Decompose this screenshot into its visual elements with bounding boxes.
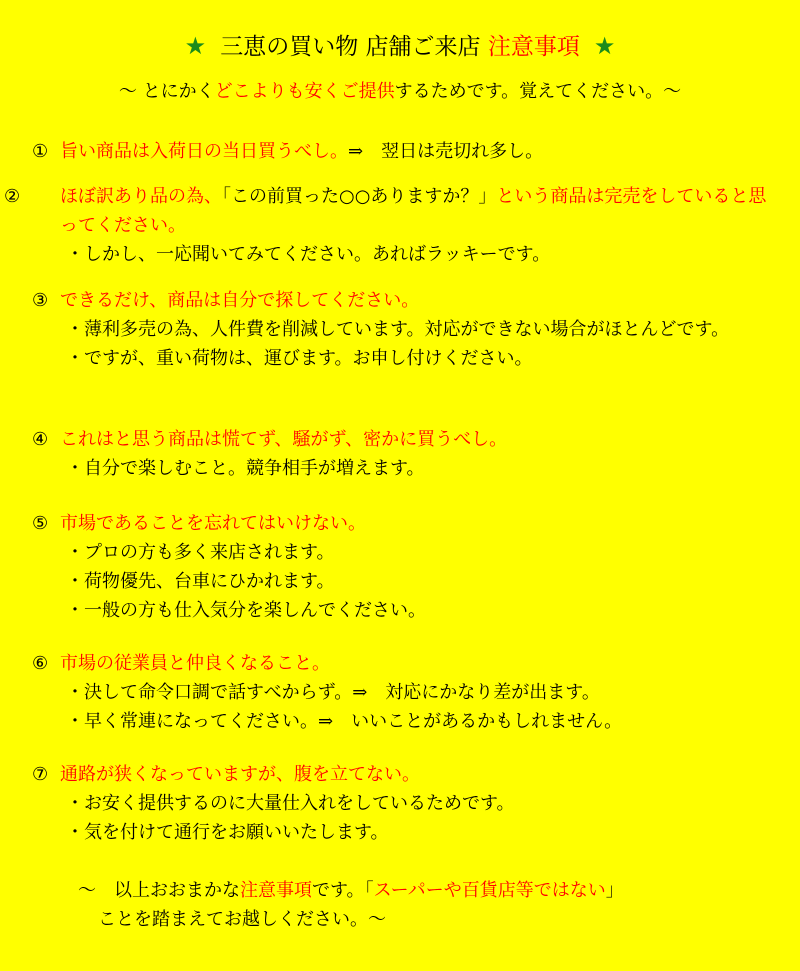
rule-text-cont: という商品は完売をしていると思ってください。 (60, 186, 767, 236)
closing-highlight: 注意事項 (240, 880, 312, 901)
star-icon: ★ (184, 32, 207, 60)
rule-2 (4, 182, 772, 269)
rule-text: 旨い商品は入荷日の当日買うべし。 (60, 141, 348, 162)
rule-number: ① (32, 141, 49, 162)
rule-text: 通路が狭くなっていますが、腹を立てない。 (60, 764, 420, 785)
rule-1 (32, 137, 782, 166)
rule-heading (32, 509, 782, 538)
rule-note: ・早く常連になってください。⇒ いいことがあるかもしれません。 (66, 711, 623, 732)
closing-note (78, 876, 778, 934)
rule-heading (32, 649, 782, 678)
rule-text: ほぼ訳あり品の為、 (60, 186, 222, 207)
closing-highlight: スーパーや百貨店等ではない (373, 880, 606, 901)
rule-heading (32, 286, 782, 315)
rule-heading (4, 182, 772, 240)
rule-number: ② (4, 186, 21, 207)
rule-note: ・気を付けて通行をお願いいたします。 (66, 822, 389, 843)
rule-note: ・自分で楽しむこと。競争相手が増えます。 (66, 458, 425, 479)
closing-quote-close: 」 (605, 880, 624, 901)
page-title (0, 30, 800, 63)
title-warning: 注意事項 (487, 34, 580, 60)
rule-5 (32, 509, 782, 625)
rule-text: 市場であることを忘れてはいけない。 (60, 513, 366, 534)
rule-note: ・一般の方も仕入気分を楽しんでください。 (66, 600, 426, 621)
rule-3 (32, 286, 782, 373)
closing-text: ～ 以上おおまかな (78, 880, 240, 901)
rule-note: ・ですが、重い荷物は、運びます。お申し付けください。 (66, 348, 533, 369)
rule-note: ・プロの方も多く来店されます。 (66, 542, 335, 563)
rule-number: ④ (32, 429, 49, 450)
rule-number: ⑤ (32, 513, 49, 534)
rule-quote: 「この前買った○○ありますか？」 (222, 186, 497, 207)
rule-note: ・しかし、一応聞いてみてください。あればラッキーです。 (66, 244, 551, 265)
closing-line-2: ことを踏まえてお越しください。～ (98, 909, 386, 930)
closing-text: です。 (312, 880, 365, 901)
rule-aside: ⇒ 翌日は売切れ多し。 (348, 141, 544, 162)
rule-7 (32, 760, 782, 847)
rule-heading (32, 137, 782, 166)
rule-number: ⑦ (32, 764, 49, 785)
rule-number: ③ (32, 290, 49, 311)
closing-line-1 (78, 876, 778, 905)
rule-note: ・決して命令口調で話すべからず。⇒ 対応にかなり差が出ます。 (66, 682, 600, 703)
subtitle-highlight: どこよりも安くご提供 (214, 81, 395, 102)
rule-note: ・荷物優先、台車にひかれます。 (66, 571, 335, 592)
rule-text: できるだけ、商品は自分で探してください。 (60, 290, 420, 311)
closing-quote-open: 「 (364, 880, 374, 901)
rule-number: ⑥ (32, 653, 49, 674)
rule-note: ・お安く提供するのに大量仕入れをしているためです。 (66, 793, 515, 814)
rule-6 (32, 649, 782, 736)
title-main: 三恵の買い物 店舗ご来店 (220, 34, 481, 60)
subtitle-prefix: ～ とにかく (118, 81, 215, 102)
rule-heading (32, 425, 782, 454)
rule-4 (32, 425, 782, 483)
subtitle (0, 78, 800, 106)
rule-note: ・薄利多売の為、人件費を削減しています。対応ができない場合がほとんどです。 (66, 319, 730, 340)
subtitle-suffix: するためです。覚えてください。～ (394, 81, 682, 102)
rule-text: 市場の従業員と仲良くなること。 (60, 653, 330, 674)
rule-heading (32, 760, 782, 789)
rule-text: これはと思う商品は慌てず、騒がず、密かに買うべし。 (60, 429, 508, 450)
star-icon: ★ (593, 32, 616, 60)
